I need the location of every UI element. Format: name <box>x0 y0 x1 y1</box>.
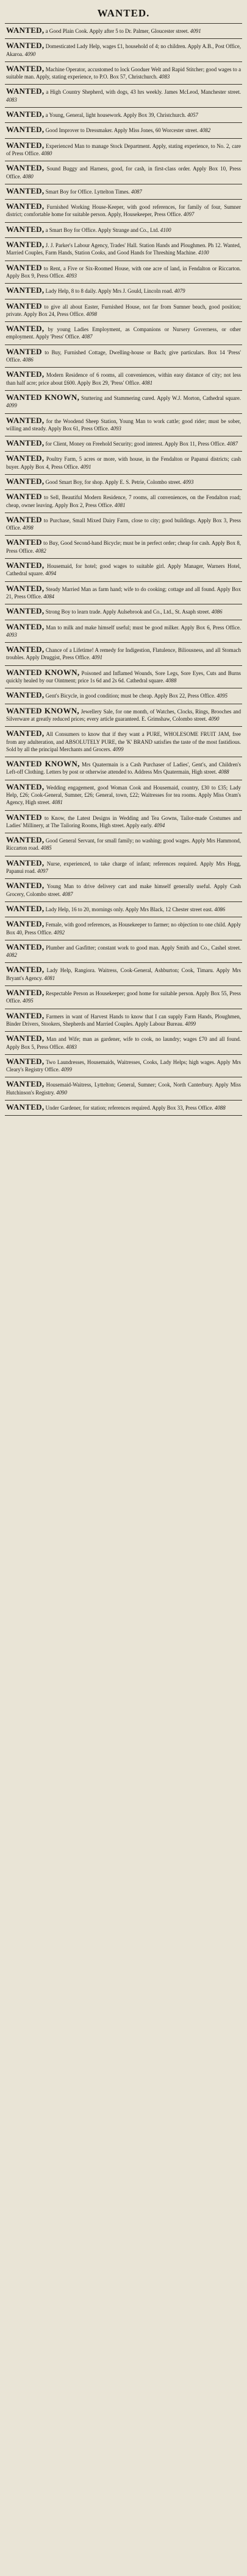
ad-divider <box>5 451 242 452</box>
ad-divider <box>5 222 242 223</box>
classified-ad <box>5 858 242 877</box>
ad-text: Man and Wife; man as gardener, wife to cook, no laundry; wages £70 and all found. Apply Box 5, Press Office. <box>6 1036 242 1050</box>
ad-reference-number: 4082 <box>199 127 211 134</box>
ad-reference-number: 4094 <box>154 822 165 828</box>
ad-lead-word: WANTED, <box>6 86 45 96</box>
ad-text: Two Laundresses, Housemaids, Waitresses, Cooks, Lady Helps; high wages. Apply Mrs Cleary's Registry Office. <box>6 1059 241 1073</box>
classified-ad <box>5 225 242 236</box>
classified-ad <box>5 347 242 366</box>
ad-text: for the Woodend Sheep Station, Young Man to work cattle; good rider; must be sober, willing and steady. Apply Box 61, Press Office. <box>6 418 241 432</box>
ad-text: Furnished Working House-Keeper, with good references, for family of four, Sumner district; comfortable home for suitable person. Apply, Housekeeper, Press Office. <box>6 204 241 218</box>
section-heading: WANTED. <box>97 7 150 19</box>
ad-text: to Sell, Beautiful Modern Residence, 7 rooms, all conveniences, on the Fendalton road; cheap, owner leaving. Apply Box 2, Press Office. <box>6 494 241 508</box>
ad-text: Good Smart Boy, for shop. Apply E. S. Petrie, Colombo street. <box>45 478 182 485</box>
ad-text: Wedding engagement, good Woman Cook and Housemaid, country, £30 to £35; Lady Help, £26; Cook-General, Sumner, £26; General, town, £22; Waitresses for tea rooms. Apply Miss Oram's Agency, High street. <box>6 784 241 806</box>
ad-text: Lady Help, 16 to 20, mornings only. Apply Mrs Black, 12 Chester street east. <box>45 906 213 912</box>
ad-reference-number: 4080 <box>41 150 52 156</box>
classified-ad <box>5 706 242 725</box>
ad-lead-word: WANTED, <box>6 942 45 951</box>
ad-reference-number: 4088 <box>214 1105 226 1111</box>
ad-reference-number: 4098 <box>86 310 97 317</box>
ad-divider <box>5 122 242 123</box>
ad-reference-number: 4080 <box>22 173 34 180</box>
classified-ad <box>5 988 242 1007</box>
ad-lead-word: WANTED KNOWN, <box>6 759 80 769</box>
classified-ad <box>5 835 242 854</box>
ad-divider <box>5 38 242 39</box>
ad-divider <box>5 413 242 414</box>
ad-text: Chance of a Lifetime! A remedy for Indigestion, Flatulence, Biliousness, and all Stomach troubles. Apply Druggist, Press Office. <box>6 647 242 661</box>
ad-text: Steady Married Man as farm hand; wife to do cooking; cottage and all found. Apply Box 21, Press Office. <box>6 586 242 600</box>
ad-lead-word: WANTED, <box>6 140 45 150</box>
ad-reference-number: 4091 <box>190 28 201 34</box>
ad-lead-word: WANTED, <box>6 285 45 295</box>
ad-text: by young Ladies Employment, as Companions or Nursery Governess, or other employment. Apply 'Press' Office. <box>6 326 242 340</box>
ad-lead-word: WANTED, <box>6 690 45 700</box>
ad-text: Man to milk and make himself useful; must be good milker. Apply Box 6, Press Office. <box>46 624 241 631</box>
classified-ad <box>5 1034 242 1052</box>
ad-divider <box>5 1115 242 1116</box>
ad-lead-word: WANTED KNOWN, <box>6 705 79 715</box>
ad-text: Smart Boy for Office. Lyttelton Times. <box>45 188 130 195</box>
classified-ad <box>5 141 242 159</box>
ad-reference-number: 4079 <box>174 288 185 295</box>
classified-column <box>5 7 242 2561</box>
ad-text: Modern Residence of 6 rooms, all conveniences, within easy distance of city; not less than half acre; price about £600. Apply Box 29, 'Press' Office. <box>6 372 241 386</box>
ad-reference-number: 4100 <box>198 250 209 256</box>
classified-ad <box>5 64 242 83</box>
classified-ad <box>5 813 242 831</box>
ad-divider <box>5 558 242 559</box>
ad-lead-word: WANTED, <box>6 1034 45 1043</box>
classified-ad <box>5 438 242 449</box>
ad-text: Good General Servant, for small family; no washing; good wages. Apply Mrs Hammond, Riccarton road. <box>6 838 241 852</box>
ad-text: to give all about Easter, Furnished House, not far from Sumner beach, good position; private. Apply Box 24, Press Office. <box>6 303 242 317</box>
ad-text: Plumber and Gasfitter; constant work to good man. Apply Smith and Co., Cashel street. <box>46 944 242 951</box>
ad-reference-number: 4088 <box>165 677 177 684</box>
classified-ad <box>5 1011 242 1030</box>
ad-lead-word: WANTED, <box>6 965 45 975</box>
ad-lead-word: WANTED, <box>6 645 45 654</box>
ad-lead-word: WANTED, <box>6 26 45 35</box>
ad-reference-number: 4087 <box>62 891 73 897</box>
ad-reference-number: 4086 <box>214 906 226 912</box>
ad-lead-word: WANTED <box>6 262 42 272</box>
ad-lead-word: WANTED <box>6 301 42 310</box>
ad-divider <box>5 878 242 879</box>
ad-divider <box>5 1054 242 1055</box>
ad-reference-number: 4087 <box>131 188 142 195</box>
ad-text: Farmers in want of Harvest Hands to know that I can supply Farm Hands, Ploughmen, Binder Drivers, Stookers, Shepherds and Married Couples. Apply Labour Bureau. <box>6 1013 242 1027</box>
ad-text: Housemaid, for hotel; good wages to suitable girl. Apply Manager, Warners Hotel, Cathedral square. <box>6 563 241 577</box>
ad-text: to Purchase, Small Mixed Dairy Farm, close to city; good buildings. Apply Box 3, Press Office. <box>6 517 242 531</box>
ad-divider <box>5 390 242 391</box>
ad-text: Domesticated Lady Help, wages £1, household of 4; no children. Apply A.B., Post Office, Akaroa. <box>6 43 241 57</box>
ad-lead-word: WANTED, <box>6 476 45 486</box>
ad-text: to Rent, a Five or Six-Roomed House, with one acre of land, in Fendalton or Riccarton. Apply Box 9, Press Office. <box>6 265 242 279</box>
ad-text: a Young, General, light housework. Apply Box 39, Christchurch. <box>45 112 186 119</box>
ad-reference-number: 4093 <box>6 631 17 638</box>
ad-divider <box>5 199 242 200</box>
ad-lead-word: WANTED, <box>6 224 45 234</box>
ad-reference-number: 4083 <box>159 74 170 80</box>
ad-text: Female, with good references, as Housekeeper to farmer; no objection to one child. Apply Box 40, Press Office. <box>6 922 242 936</box>
classified-ad <box>5 369 242 388</box>
ad-divider <box>5 962 242 963</box>
ad-divider <box>5 474 242 475</box>
classified-ad <box>5 1102 242 1113</box>
ad-lead-word: WANTED <box>6 812 42 822</box>
ad-text: Under Gardener, for station; references required. Apply Box 33, Press Office. <box>45 1105 213 1111</box>
classified-ad <box>5 125 242 136</box>
ad-text: Gent's Bicycle, in good condition; must be cheap. Apply Box 22, Press Office. <box>45 693 216 699</box>
classified-ad <box>5 186 242 197</box>
ad-reference-number: 4095 <box>22 998 34 1004</box>
ad-divider <box>5 237 242 238</box>
ad-lead-word: WANTED, <box>6 415 45 425</box>
ad-text: Lady Help, Rangiora. Waitress, Cook-General, Ashburton; Cook, Timaru. Apply Mrs Bryant's Agency. <box>6 967 241 981</box>
ad-text: Jewellery Sale, for one month, of Watches, Clocks, Rings, Brooches and Silverware at greatly reduced prices; every article guaranteed. E. Grimshaw, Colombo street. <box>6 708 242 722</box>
classified-ad <box>5 759 242 778</box>
ad-lead-word: WANTED, <box>6 835 45 845</box>
ad-text: a High Country Shepherd, with dogs, 43 hrs weekly. James McLeod, Manchester street. <box>46 89 241 96</box>
ad-reference-number: 4099 <box>61 1066 72 1073</box>
classified-ad <box>5 110 242 121</box>
ad-divider <box>5 581 242 582</box>
ad-text: for Client, Money on Freehold Security; good interest. Apply Box 11, Press Office. <box>45 441 226 447</box>
ad-lead-word: WANTED, <box>6 201 45 211</box>
classified-ad <box>5 965 242 984</box>
classified-ad <box>5 881 242 900</box>
ad-reference-number: 4081 <box>114 502 126 508</box>
ad-reference-number: 4098 <box>22 525 34 531</box>
classified-ad <box>5 668 242 687</box>
ad-lead-word: WANTED, <box>6 782 45 791</box>
ad-reference-number: 4087 <box>227 441 238 447</box>
ad-divider <box>5 84 242 85</box>
classified-ad <box>5 561 242 579</box>
ad-reference-number: 4092 <box>54 929 65 936</box>
ad-reference-number: 4082 <box>6 952 17 959</box>
ad-lead-word: WANTED, <box>6 63 45 73</box>
ad-reference-number: 4093 <box>182 478 194 485</box>
ad-reference-number: 4097 <box>37 868 48 875</box>
classified-ad <box>5 477 242 488</box>
ad-reference-number: 4091 <box>91 654 103 661</box>
classified-ad <box>5 584 242 603</box>
ad-lead-word: WANTED <box>6 537 42 547</box>
ad-reference-number: 4084 <box>43 593 54 600</box>
ad-divider <box>5 1031 242 1032</box>
ad-text: a Smart Boy for Office. Apply Strange and Co., Ltd. <box>45 226 159 233</box>
classified-ad <box>5 324 242 343</box>
ad-divider <box>5 489 242 490</box>
ad-text: Poisoned and Inflamed Wounds, Sore Legs, Sore Eyes, Cuts and Burns quickly healed by our Ointment; price 1s 6d and 2s 6d. Cathedral square. <box>6 670 242 684</box>
ad-text: to Buy, Good Second-hand Bicycle; must be in perfect order; cheap for cash. Apply Box 8, Press Office. <box>6 540 241 554</box>
ad-reference-number: 4057 <box>187 112 198 119</box>
classified-ad <box>5 263 242 282</box>
ad-text: Mrs Quatermain is a Cash Purchaser of Ladies', Gent's, and Children's Left-off Clothing. Letters by post or otherwise attended to. Address Mrs Quatermain, High street. <box>6 761 241 775</box>
classified-ad <box>5 515 242 534</box>
classified-ad <box>5 1057 242 1076</box>
classified-ad <box>5 453 242 472</box>
ad-divider <box>5 901 242 902</box>
ad-divider <box>5 535 242 536</box>
ad-reference-number: 4086 <box>211 609 223 615</box>
ad-text: Experienced Man to manage Stock Department. Apply, stating experience, to No. 2, care of Press Office. <box>6 142 241 156</box>
ad-lead-word: WANTED <box>6 514 42 524</box>
ad-reference-number: 4093 <box>66 272 77 279</box>
ad-reference-number: 4083 <box>66 1043 77 1050</box>
classified-ad <box>5 622 242 641</box>
ad-lead-word: WANTED, <box>6 41 45 51</box>
ad-lead-word: WANTED, <box>6 988 45 998</box>
ad-reference-number: 4090 <box>56 1089 67 1096</box>
classified-ad <box>5 416 242 435</box>
ad-reference-number: 4090 <box>24 51 36 57</box>
ad-reference-number: 4087 <box>81 334 93 340</box>
ad-reference-number: 4086 <box>22 357 34 363</box>
ad-lead-word: WANTED, <box>6 903 45 913</box>
ad-reference-number: 4091 <box>80 463 91 470</box>
classified-ad <box>5 729 242 755</box>
classified-ad <box>5 1079 242 1098</box>
ad-lead-word: WANTED, <box>6 919 45 929</box>
ad-lead-word: WANTED, <box>6 1010 45 1020</box>
classified-ad <box>5 393 242 411</box>
classified-ad <box>5 41 242 60</box>
classified-ad <box>5 26 242 37</box>
ad-divider <box>5 367 242 368</box>
ad-text: Housemaid-Waitress, Lyttelton; General, Sumner; Cook, North Canterbury. Apply Miss Hutchinson's Registry. <box>6 1082 241 1096</box>
ad-reference-number: 4095 <box>217 693 228 699</box>
ad-lead-word: WANTED KNOWN, <box>6 667 80 677</box>
ad-reference-number: 4099 <box>112 746 124 752</box>
ad-text: Lady Help, 8 to 8 daily. Apply Mrs J. Gould, Lincoln road. <box>45 288 173 295</box>
ad-text: to Buy, Furnished Cottage, Dwelling-house or Bach; give particulars. Box 14 'Press' Office. <box>6 349 241 363</box>
ad-lead-word: WANTED, <box>6 163 45 173</box>
classified-ad <box>5 690 242 701</box>
classified-ad <box>5 492 242 511</box>
ad-lead-word: WANTED, <box>6 186 45 195</box>
ad-lead-word: WANTED, <box>6 369 45 379</box>
classified-ad <box>5 942 242 961</box>
ad-lead-word: WANTED, <box>6 438 45 448</box>
classified-ad <box>5 645 242 663</box>
ad-lead-word: WANTED, <box>6 729 45 738</box>
ad-reference-number: 4100 <box>160 226 171 233</box>
ad-lead-word: WANTED <box>6 346 42 356</box>
ad-text: Strong Boy to learn trade. Apply Aulsebrook and Co., Ltd., St. Asaph street. <box>45 609 210 615</box>
ad-text: J. J. Parker's Labour Agency, Trades' Hall. Station Hands and Ploughmen. Ph 12. Wanted, Married Couples, Farm Hands, Station Cooks, and Good Hands for Threshing Machine. <box>6 242 241 256</box>
ad-text: Sound Buggy and Harness, good, for cash, in first-class order. Apply Box 10, Press Office. <box>6 166 242 180</box>
ad-reference-number: 4093 <box>110 425 121 432</box>
ad-divider <box>5 810 242 811</box>
classified-ad <box>5 86 242 105</box>
ads-list <box>5 26 242 1116</box>
ad-reference-number: 4088 <box>218 769 229 775</box>
ad-divider <box>5 283 242 284</box>
ad-text: Nurse, experienced, to take charge of infant; references required. Apply Mrs Hogg, Papanui road. <box>6 860 242 875</box>
ad-divider <box>5 726 242 727</box>
ad-text: Young Man to drive delivery cart and make himself generally useful. Apply Cash Grocery, Colombo street. <box>6 883 241 897</box>
ad-divider <box>5 321 242 322</box>
ad-lead-word: WANTED, <box>6 324 45 334</box>
ad-reference-number: 4090 <box>208 715 220 722</box>
classified-ad <box>5 163 242 182</box>
ad-reference-number: 4099 <box>6 402 17 409</box>
ad-lead-word: WANTED <box>6 492 42 502</box>
ad-divider <box>5 107 242 108</box>
ad-lead-word: WANTED KNOWN, <box>6 392 80 402</box>
ad-lead-word: WANTED, <box>6 1056 45 1066</box>
ad-lead-word: WANTED, <box>6 453 45 463</box>
ad-lead-word: WANTED, <box>6 621 45 631</box>
ad-reference-number: 4081 <box>141 379 153 386</box>
ad-lead-word: WANTED, <box>6 125 45 135</box>
ad-lead-word: WANTED, <box>6 1102 45 1112</box>
classified-ad <box>5 606 242 617</box>
ad-lead-word: WANTED, <box>6 240 45 250</box>
classified-ad <box>5 285 242 296</box>
ad-reference-number: 4081 <box>52 799 63 806</box>
ad-text: Stuttering and Stammering cured. Apply W.J. Morton, Cathedral square. <box>81 394 241 401</box>
ad-lead-word: WANTED, <box>6 1079 45 1089</box>
classified-ad <box>5 782 242 808</box>
classified-ad <box>5 904 242 915</box>
ad-text: Machine Operator, accustomed to lock Gooduer Welt and Rapid Stitcher; good wages to a suitable man. Apply, stating experience, to P.O. Box 57, Christchurch. <box>6 66 242 80</box>
ad-reference-number: 4082 <box>35 547 46 554</box>
classified-ad <box>5 919 242 938</box>
ad-text: All Consumers to know that if they want a PURE, WHOLESOME FRUIT JAM, free from any adulteration, and ABSOLUTELY PURE, the 'K' BRAND satisfies the taste of the most fastidious. Sold by all the principal Merchants and Grocers. <box>6 731 241 752</box>
ad-lead-word: WANTED, <box>6 881 45 891</box>
ad-reference-number: 4083 <box>6 96 17 103</box>
ad-divider <box>5 665 242 666</box>
ad-text: Good Improver to Dressmaker. Apply Miss Jones, 60 Worcester street. <box>45 127 199 134</box>
ad-reference-number: 4085 <box>40 845 52 852</box>
ad-reference-number: 4094 <box>45 570 57 577</box>
ad-lead-word: WANTED, <box>6 606 45 616</box>
classified-ad <box>5 201 242 220</box>
ad-divider <box>5 138 242 139</box>
ad-reference-number: 4081 <box>44 975 55 981</box>
classified-ad <box>5 240 242 259</box>
ad-text: to Know, the Latest Designs in Wedding and Tea Gowns, Tailor-made Costumes and Ladies' Millinery, at The Tailoring Rooms, High street. Apply early. <box>6 814 241 828</box>
ad-text: Poultry Farm, 5 acres or more, with house, in the Fendalton or Papanui districts; cash buyer. Apply Box 4, Press Office. <box>6 456 242 470</box>
ad-reference-number: 4099 <box>185 1020 196 1027</box>
heading-rule <box>5 23 242 24</box>
ad-divider <box>5 985 242 986</box>
classified-ad <box>5 537 242 556</box>
classified-ad <box>5 301 242 320</box>
ad-text: a Good Plain Cook. Apply after 5 to Dr. Palmer, Gloucester street. <box>45 28 189 34</box>
ad-divider <box>5 61 242 62</box>
ad-divider <box>5 642 242 643</box>
ad-lead-word: WANTED, <box>6 583 45 593</box>
ad-divider <box>5 1100 242 1101</box>
ad-lead-word: WANTED, <box>6 110 45 119</box>
ad-text: Respectable Person as Housekeeper; good home for suitable person. Apply Box 55, Press Office. <box>6 990 242 1004</box>
ad-lead-word: WANTED, <box>6 858 45 867</box>
ad-lead-word: WANTED, <box>6 561 45 570</box>
ad-reference-number: 4097 <box>183 211 195 218</box>
